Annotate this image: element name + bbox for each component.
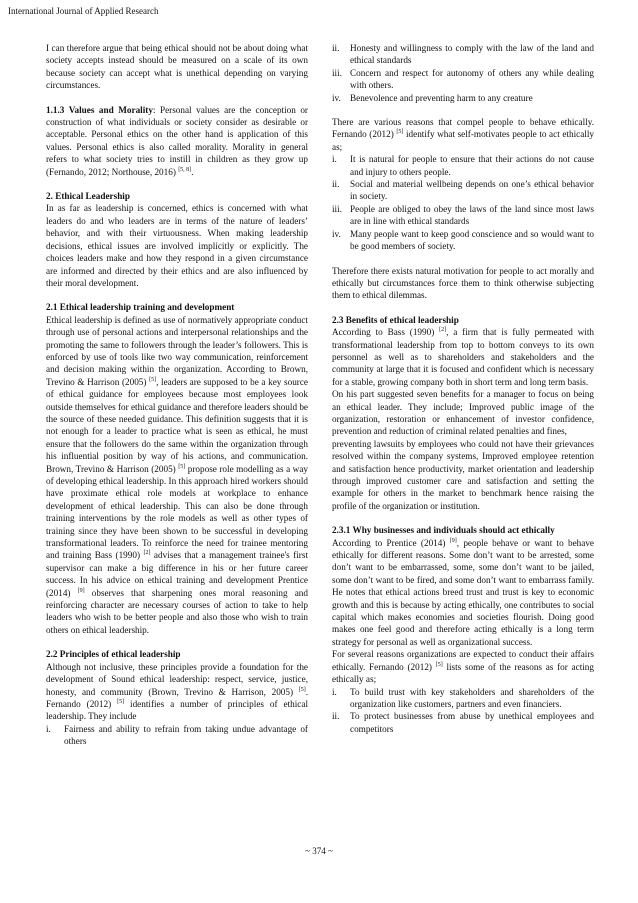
- section-heading-2-1: 2.1 Ethical leadership training and development: [46, 302, 235, 313]
- section-heading-2-3: 2.3 Benefits of ethical leadership: [332, 314, 459, 325]
- citation: [5]: [298, 686, 306, 693]
- citation: [5]: [149, 376, 157, 383]
- principles-list-continued: [332, 42, 594, 104]
- training-paragraph: Ethical leadership is defined as use of normatively appropriate conduct through use of personal actions and interpersonal relationships and the promoting the same to followers through the leader’s followers. This is enforced by use of tools like two way communication, reinforcement and decision making within the organization. According to Brown, Trevino & Harrison (2005) [5], leaders are supposed to be a key source of ethical guidance for employees because most employees look outside themselves for ethical guidance and therefore leaders should be the source of these needed guidance. This definition suggests that it is not enough for a leader to practice what is seen as ethical, he must ensure that the followers do the same within the organization through his influential position by way of his actions, and communication. Brown, Trevino & Harrison (2005) [5] propose role modelling as a way of developing ethical leadership. In this approach hired workers should have proximate ethical role models at workplace to enhance development of ethical leadership. This can also be done through training interventions by the role models as well as other types of training since they have been shown to be successful in developing transformational leaders. To reinforce the need for trainee mentoring and training Bass (1990) [2] advises that a management trainee's first supervisor can make a big difference in his or her future career success. In his advice on ethical training and development Prentice (2014) [9] observes that sharpening ones moral reasoning and reinforcing character are necessary courses of action to take to help leaders who wish to be better people and also those who wish to train others on ethical leadership.: [46, 314, 309, 635]
- citation: [5, 8]: [178, 166, 192, 173]
- reasons-paragraph: There are various reasons that compel people to behave ethically. Fernando (2012) [5] identify what self-motivates people to act ethically as;: [332, 117, 594, 152]
- organizations-paragraph: For several reasons organizations are expected to conduct their affairs ethically. Fernando (2012) [5] lists some of the reasons as for acting ethically as;: [332, 649, 594, 685]
- page-number: ~ 374 ~: [305, 846, 333, 856]
- self-motivation-list: [332, 153, 594, 252]
- benefits-list-paragraph: On his part suggested seven benefits for a manager to focus on being an ethical leader. They include; Improved public image of the organization, restoration or enhancement of investor confidence, prevention and reduction of criminal related penalties and fines,: [332, 389, 594, 437]
- organization-reasons-list: [332, 686, 594, 736]
- citation: [5]: [435, 661, 443, 668]
- benefits-paragraph: According to Bass (1990) [2], a firm that is fully permeated with transformational leadership from top to bottom conveys to its own personnel as well as to shareholders and stakeholders and the community at large that it is focused and confident which is necessary for a stable, growing company both in short term and long term basis.: [332, 327, 595, 387]
- section-heading-2-3-1: 2.3.1 Why businesses and individuals should act ethically: [332, 525, 555, 536]
- list-item: i. To build trust with key stakeholders and shareholders of the organization like customers, partners and even financiers.: [332, 686, 594, 709]
- benefits-continued-paragraph: preventing lawsuits by employees who could not have their grievances resolved within the company systems, Improved employee retention and satisfaction hence productivity, market orientation and leadership through improved customer care and satisfaction and setting the example for others in the market to benchmark hence raising the profile of the organization or institution.: [332, 438, 594, 511]
- citation: [5]: [178, 463, 186, 470]
- citation: [9]: [77, 587, 85, 594]
- citation: [5]: [396, 129, 404, 136]
- section-heading-1-1-3: 1.1.3 Values and Morality: [46, 104, 153, 115]
- intro-paragraph: I can therefore argue that being ethical should not be about doing what society accepts instead should be measured on a scale of its own because society can accept what is unethical depending on varying circumstances.: [46, 43, 308, 91]
- list-item: iv. Benevolence and preventing harm to any creature: [332, 92, 533, 103]
- why-ethical-paragraph: According to Prentice (2014) [9], people behave or want to behave ethically for different reasons. Some don’t want to be arrested, some don’t want to be embarrassed, some, some don’t want to be jailed, some don’t want to be fired, and some don’t want to embarrass family. He notes that ethical actions breed trust and trust is key to economic growth and this is because by acting ethically, one contributes to social capital which makes economies and societies flourish. Doing good makes one feel good and therefore acting ethically is a long term strategy for personal as well as organizational success.: [332, 537, 594, 647]
- citation: [5]: [117, 698, 125, 705]
- right-column: [332, 42, 594, 735]
- principles-list: [46, 723, 308, 748]
- list-item: i. It is natural for people to ensure that their actions do not cause and injury to others people.: [332, 154, 594, 177]
- citation: [9]: [449, 537, 457, 544]
- left-column: [46, 42, 308, 748]
- section-heading-2-2: 2.2 Principles of ethical leadership: [46, 649, 181, 660]
- list-item: i. Fairness and ability to refrain from taking undue advantage of others: [46, 723, 308, 747]
- journal-header: International Journal of Applied Research: [8, 6, 159, 16]
- list-item: iii. People are obliged to obey the laws of the land since most laws are in line with ethical standards: [332, 203, 594, 227]
- list-item: iv. Many people want to keep good conscience and so would want to be good members of society.: [332, 228, 594, 252]
- list-item: iii. Concern and respect for autonomy of others any while dealing with others.: [332, 67, 594, 91]
- ethical-leadership-paragraph: In as far as leadership is concerned, ethics is concerned with what leaders do and who leaders are in terms of the nature of leaders’ behavior, and with their virtuousness. When making leadership decisions, ethical issues are involved implicitly or explicitly. The choices leaders make and how they respond in a given circumstance are informed and directed by their ethics and are also influenced by their moral development.: [46, 203, 308, 288]
- citation: [2]: [143, 550, 151, 557]
- principles-paragraph: Although not inclusive, these principles provide a foundation for the development of Sound ethical leadership: respect, service, justice, honesty, and community (Brown, Trevino & Harrison, 2005) [5]. Fernando (2012) [5] identifies a number of principles of ethical leadership. They include: [46, 661, 308, 722]
- values-morality-paragraph: 1.1.3 Values and Morality: Personal values are the conception or construction of what individuals or society consider as desirable or acceptable. Personal ethics on the other hand is application of this values. Personal ethics is also called morality. Morality in general refers to what society tries to instill in children as they grow up (Fernando, 2012; Northouse, 2016) [5, 8].: [46, 104, 308, 177]
- list-item: ii. Social and material wellbeing depends on one’s ethical behavior in society.: [332, 179, 594, 202]
- section-heading-2: 2. Ethical Leadership: [46, 191, 130, 202]
- list-item: ii. Honesty and willingness to comply with the law of the land and ethical standards: [332, 43, 594, 66]
- citation: [2]: [439, 327, 447, 334]
- list-item: ii. To protect businesses from abuse by unethical employees and competitors: [332, 711, 594, 734]
- motivation-paragraph: Therefore there exists natural motivation for people to act morally and ethically but circumstances force them to think otherwise subjecting them to ethical dilemmas.: [332, 265, 594, 301]
